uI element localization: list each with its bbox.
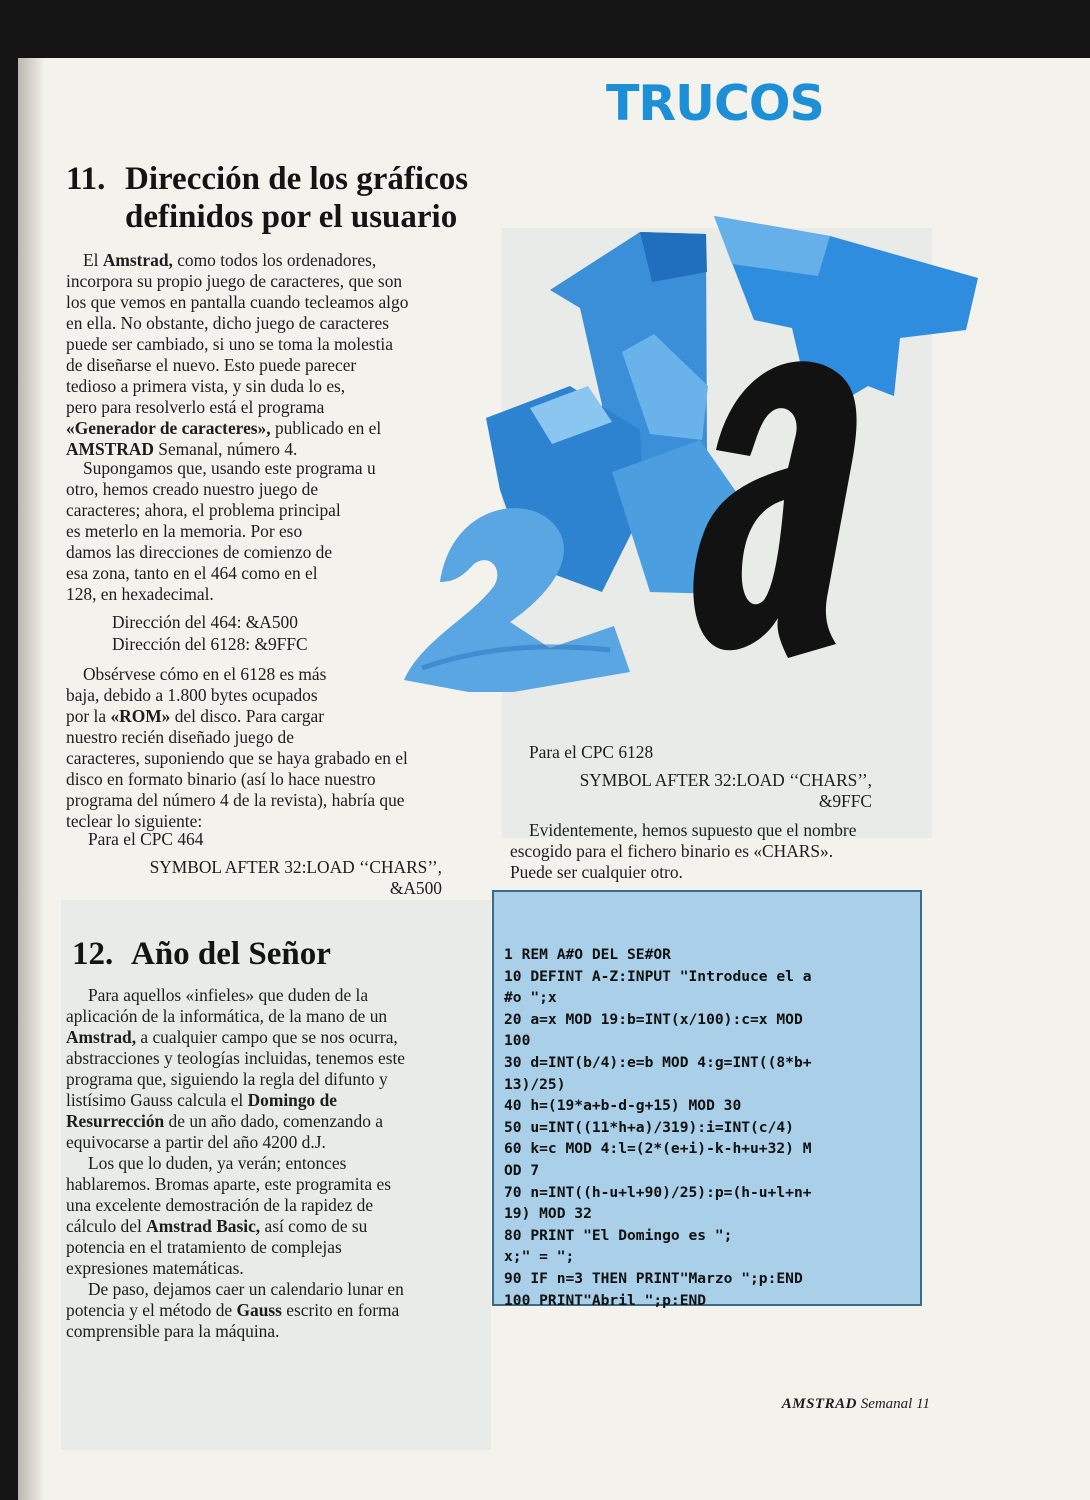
emphasis-text: Amstrad, [102,250,173,270]
section-11-intro-paragraph [66,250,408,460]
code-line: OD 7 [504,1162,540,1179]
collage-letter-a-black [693,361,856,658]
code-line: 100 [504,1032,531,1050]
text-run: así como de su potencia en el tratamiento de complejas expresiones matemáticas. [66,1216,368,1278]
code-line: 100 PRINT"Abril ";p:END [504,1291,707,1309]
code-line: 90 IF n=3 THEN PRINT"Marzo ";p:END [504,1270,803,1287]
footer-edition: Semanal [860,1396,913,1412]
page-gutter [18,58,44,1500]
section-title: Año del Señor [131,936,331,972]
emphasis-text: AMSTRAD [66,439,154,459]
text-run: Los que lo duden, ya verán; entonces hablaremos. Bromas aparte, este programita es una excelente demostración de la rapidez de cálculo del [66,1153,391,1236]
emphasis-text: «ROM» [110,706,171,726]
section-number: 12. [72,936,114,972]
text-run: De paso, dejamos caer un calendario lunar en potencia y el método de [66,1279,404,1320]
text-run: del disco. Para cargar nuestro recién diseñado juego de caracteres, suponiendo que se haya grabado en el disco en formato binario (así lo hace nuestro programa del número 4 de la revista), habría que teclear lo siguiente: [66,706,408,831]
emphasis-text: «Generador de caracteres», [66,418,271,438]
cpc464-label: Para el CPC 464 [88,829,204,849]
footer-magazine: AMSTRAD [781,1396,857,1412]
text-run: Para aquellos «infieles» que duden de la aplicación de la informática, de la mano de un [66,985,388,1026]
address-6128: Dirección del 6128: &9FFC [112,634,308,654]
code-line: 19) MOD 32 [504,1205,592,1223]
text-run: a cualquier campo que se nos ocurra, abstracciones y teologías incluidas, tenemos este programa que, siguiendo la regla del difunto y listísimo Gauss calcula el [66,1027,406,1110]
section-title: Dirección de los gráficos definidos por el usuario [125,161,469,235]
section-11-rom-paragraph [66,664,408,832]
cpc6128-command: SYMBOL AFTER 32:LOAD ‘‘CHARS’’, &9FFC [579,770,872,811]
collage-letter-a-blue-top [714,216,830,276]
code-line: 50 u=INT((11*h+a)/319):i=INT(c/4) [504,1118,794,1136]
text-run: Semanal, número 4. [153,439,298,459]
emphasis-text: Amstrad, [66,1027,137,1047]
code-line: 40 h=(19*a+b-d-g+15) MOD 30 [504,1097,742,1115]
emphasis-text: Gauss [236,1300,282,1320]
basic-program-listing [492,890,922,1309]
code-line: 10 DEFINT A-Z:INPUT "Introduce el a [504,967,812,985]
code-line: 70 n=INT((h-u+l+90)/25):p=(h-u+l+n+ [504,1183,812,1201]
page-footer [782,1396,930,1413]
emphasis-text: Domingo de Resurrección [66,1090,337,1131]
cpc6128-label: Para el CPC 6128 [529,742,654,762]
text-run: de un año dado, comenzando a equivocarse a partir del año 4200 d.J. [66,1111,383,1152]
code-line: x;" = "; [504,1248,575,1266]
code-line: #o ";x [504,989,557,1007]
footer-page-number: 11 [916,1396,930,1412]
code-line: 13)/25) [504,1075,566,1093]
cpc464-command: SYMBOL AFTER 32:LOAD ‘‘CHARS’’, &A500 [149,857,442,898]
code-line: 20 a=x MOD 19:b=INT(x/100):c=x MOD [504,1010,803,1028]
letters-collage-illustration [382,172,982,692]
text-run: Obsérvese cómo en el 6128 es más baja, debido a 1.800 bytes ocupados por la [66,664,327,726]
section-11-closing-paragraph: Evidentemente, hemos supuesto que el nombre escogido para el fichero binario es «CHARS». Puede ser cualquier otro. [510,820,857,882]
emphasis-text: Amstrad Basic, [146,1216,261,1236]
address-464: Dirección del 464: &A500 [112,612,298,632]
text-run: escrito en forma comprensible para la máquina. [66,1300,400,1341]
section-12-intro-paragraph [66,985,405,1153]
code-line: 30 d=INT(b/4):e=b MOD 4:g=INT((8*b+ [504,1054,812,1071]
code-line: 60 k=c MOD 4:l=(2*(e+i)-k-h+u+32) M [504,1140,812,1158]
text-run: como todos los ordenadores, incorpora su propio juego de caracteres, que son los que vemos en pantalla cuando tecleamos algo en ella. No obstante, dicho juego de caracteres puede ser cambiado, si uno se toma la molestia de diseñarse el nuevo. Esto puede parecer tedioso a primera vista, y sin duda lo es, pero para resolverlo está el programa [66,250,409,417]
section-11-memory-paragraph: Supongamos que, usando este programa u otro, hemos creado nuestro juego de caracteres; ahora, el problema principal es meterlo en la memoria. Por eso damos las direcciones de comienzo de esa zona, tanto en el 464 como en el 128, en hexadecimal. [66,458,376,604]
text-run: El [83,250,103,270]
section-banner-title: TRUCOS [606,75,824,132]
text-run: publicado en el [274,418,382,438]
section-12-closing-paragraph [66,1279,404,1342]
section-number: 11. [66,161,106,197]
code-line: 1 REM A#O DEL SE#OR [504,946,671,963]
code-line: 80 PRINT "El Domingo es "; [504,1226,733,1244]
section-12-demo-paragraph [66,1153,391,1279]
